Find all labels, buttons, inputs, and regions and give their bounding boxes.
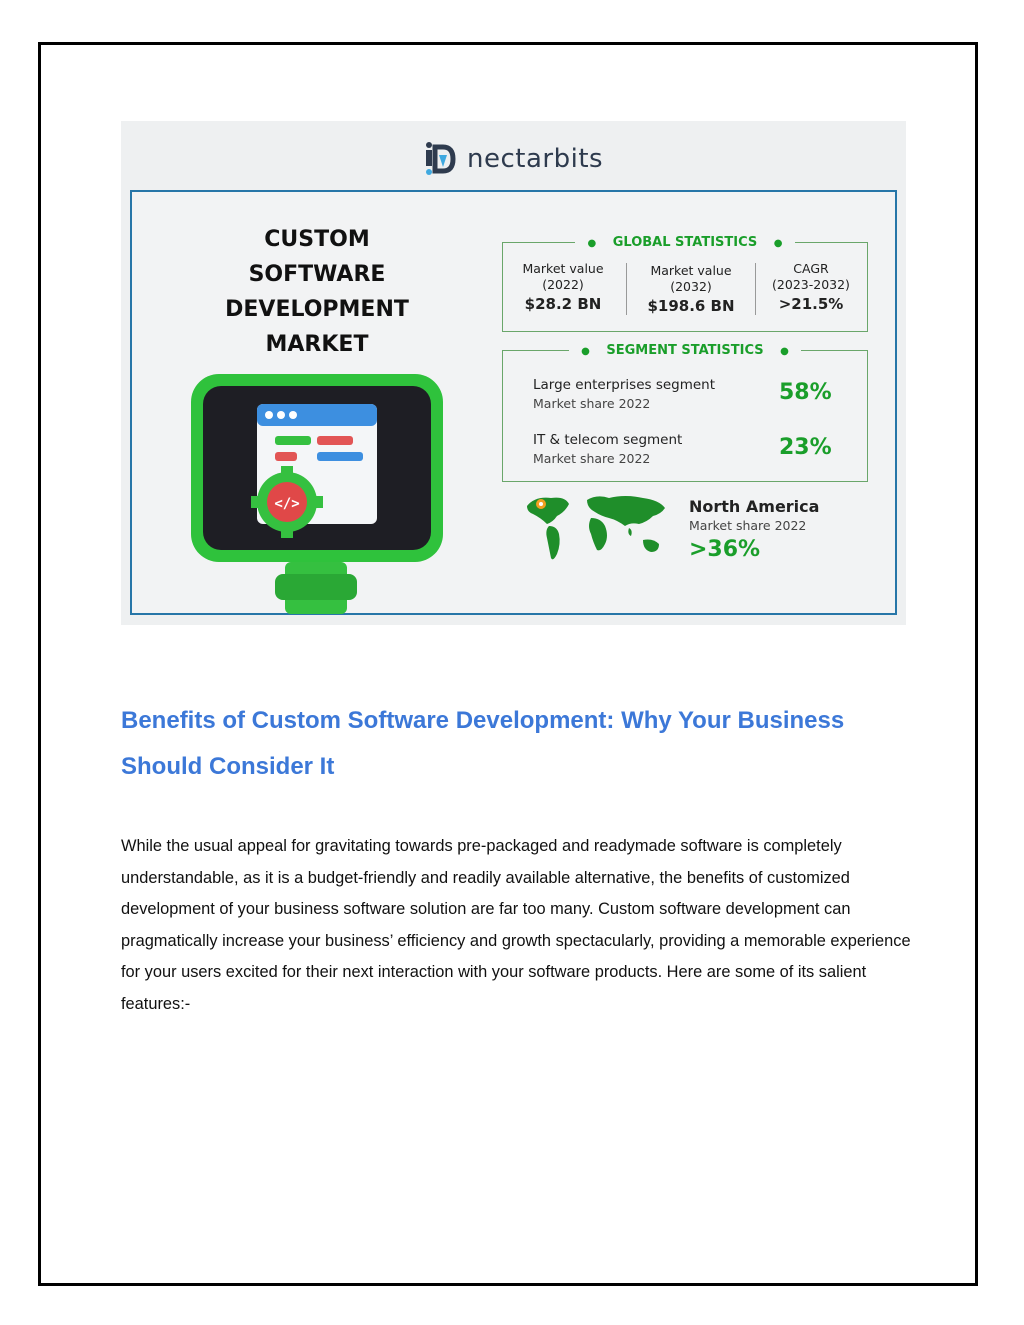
market-title-line: DEVELOPMENT: [225, 297, 409, 322]
segment-percentage: 23%: [779, 435, 832, 460]
global-statistics-heading-text: GLOBAL STATISTICS: [607, 235, 764, 250]
segment-statistics-heading: ● SEGMENT STATISTICS ●: [503, 341, 867, 359]
stat-market-value-2022: [503, 261, 623, 313]
segment-large-enterprises: [533, 377, 715, 411]
region-percentage: >36%: [689, 537, 761, 562]
stat-cagr: [751, 261, 871, 313]
world-map-icon: [525, 492, 675, 570]
infographic-frame: [130, 190, 897, 615]
stat-label-year: (2023-2032): [772, 277, 850, 292]
stat-label: Market value: [650, 263, 732, 278]
market-infographic: [121, 121, 906, 625]
nectarbits-logo: [421, 137, 621, 181]
segment-subtitle: Market share 2022: [533, 396, 651, 411]
global-statistics-heading: ● GLOBAL STATISTICS ●: [503, 233, 867, 251]
region-subtitle: Market share 2022: [689, 518, 807, 533]
market-title: [202, 222, 432, 362]
segment-name: Large enterprises segment: [533, 377, 716, 393]
software-monitor-illustration: [191, 374, 443, 614]
stat-divider: [626, 263, 627, 315]
logo-wordmark: [467, 144, 603, 174]
global-statistics-box: [502, 235, 868, 332]
market-title-line: SOFTWARE: [248, 262, 386, 287]
stat-label-year: (2022): [542, 277, 584, 292]
stat-value: >21.5%: [778, 295, 844, 313]
nectarbits-logo-mark-icon: [421, 139, 459, 179]
region-name: North America: [689, 497, 820, 516]
logo-wordmark-suffix: bits: [553, 144, 604, 174]
market-title-line: MARKET: [265, 332, 369, 357]
article-paragraph: While the usual appeal for gravitating towards pre-packaged and readymade software is completely understandable, as it is a budget-friendly and readily available alternative, the benefits of customized development of your business software solution are far too many. Custom software development can pragmatically increase your business’ efficiency and growth spectacularly, providing a memorable experience for your users excited for their next interaction with your software products. Here are some of its salient features:-: [121, 837, 911, 1013]
segment-percentage: 58%: [779, 380, 832, 405]
segment-it-telecom: [533, 432, 682, 466]
segment-statistics-heading-text: SEGMENT STATISTICS: [600, 343, 769, 358]
market-title-line: CUSTOM: [264, 227, 370, 252]
region-stat-north-america: [689, 497, 819, 562]
stat-label: Market value: [522, 261, 604, 276]
stat-label-year: (2032): [670, 279, 712, 294]
segment-statistics-box: [502, 343, 868, 482]
stat-label: CAGR: [793, 261, 829, 276]
logo-wordmark-prefix: nectar: [467, 144, 554, 174]
svg-text:</>: </>: [274, 496, 300, 512]
stat-value: $28.2 BN: [524, 295, 602, 313]
segment-name: IT & telecom segment: [533, 432, 683, 448]
stat-value: $198.6 BN: [647, 297, 735, 315]
article-heading: Benefits of Custom Software Development: Why Your Business Should Consider It: [121, 707, 845, 780]
segment-subtitle: Market share 2022: [533, 451, 651, 466]
stat-market-value-2032: [631, 261, 751, 315]
